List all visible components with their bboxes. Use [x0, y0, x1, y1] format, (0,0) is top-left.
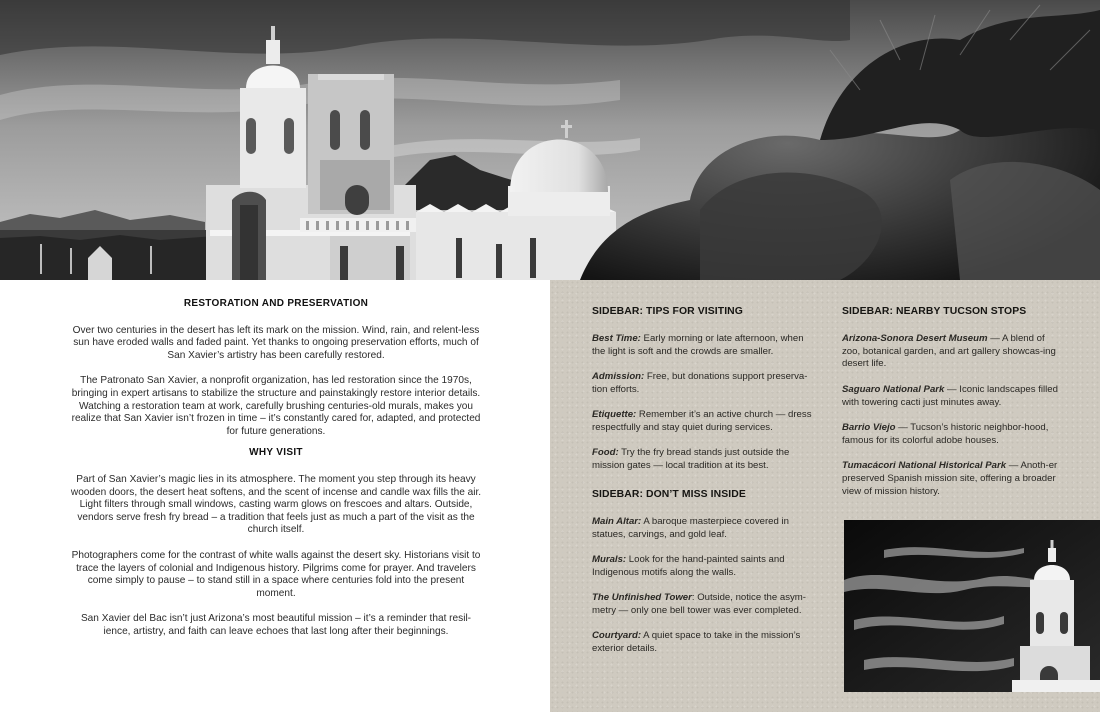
- nearby-desert-museum: [842, 333, 1060, 371]
- sidebar-panel: [550, 280, 1100, 712]
- inside-courtyard: [592, 630, 818, 656]
- why-visit-paragraph-2: Photographers come for the contrast of white walls against the desert sky. Historians visit to trace the layers of colonial and Indigenous history. Pilgrims come for prayer. And travelers come simply to pause – to stand still in a space where centuries fold into the present moment.: [71, 549, 481, 599]
- tip-term: Etiquette:: [592, 409, 637, 421]
- inside-term: Courtyard:: [592, 630, 642, 642]
- tip-admission: [592, 371, 818, 397]
- nearby-term: Tumacácori National Historical Park: [842, 460, 1007, 472]
- tip-term: Food:: [592, 447, 619, 459]
- sidebar-column-left: [592, 306, 818, 669]
- inside-text: Look for the hand-painted saints and Indigenous motifs along the walls.: [592, 553, 785, 578]
- inside-term: Main Altar:: [592, 515, 642, 527]
- section-title-why-visit: WHY VISIT: [249, 447, 303, 459]
- restoration-paragraph-1: Over two centuries in the desert has left its mark on the mission. Wind, rain, and relent-less sun have eroded walls and faded paint. Yet thanks to ongoing preservation efforts, much of San Xavier’s artistry has been carefully restored.: [72, 324, 480, 361]
- tower-photo: [844, 520, 1100, 692]
- nearby-tumacacori: [842, 460, 1060, 498]
- inside-text: A quiet space to take in the mission’s exterior details.: [592, 630, 801, 655]
- nearby-term: Arizona-Sonora Desert Museum: [842, 332, 988, 344]
- nearby-term: Saguaro National Park: [842, 383, 945, 395]
- inside-unfinished-tower: [592, 592, 818, 618]
- tip-text: Free, but donations support preserva-tion efforts.: [592, 370, 808, 395]
- tip-text: Early morning or late afternoon, when the light is soft and the crowds are smaller.: [592, 332, 804, 357]
- nearby-text: — Iconic landscapes filled with towering cacti just minutes away.: [842, 383, 1058, 408]
- sidebar-nearby-title: SIDEBAR: NEARBY TUCSON STOPS: [842, 306, 1027, 317]
- tip-term: Admission:: [592, 370, 645, 382]
- inside-term: The Unfinished Tower: [592, 592, 692, 604]
- sidebar-inside-title: SIDEBAR: DON’T MISS INSIDE: [592, 488, 746, 500]
- sidebar-tips-title: SIDEBAR: TIPS FOR VISITING: [592, 306, 743, 317]
- section-title-restoration: RESTORATION AND PRESERVATION: [183, 298, 369, 309]
- mission-photo-illustration: [0, 0, 1100, 280]
- sidebar-column-right: [842, 306, 1060, 511]
- restoration-paragraph-2: The Patronato San Xavier, a nonprofit organization, has led restoration since the 1970s, bringing in expert artisans to stabilize the structure and painstakingly restore interior details. Watching a restoration team at work, carefully brushing centuries-old murals, makes you realize that San Xavier isn’t frozen in time – it’s constantly cared for, adapted, and protected for future generations.: [71, 375, 481, 437]
- nearby-text: — Tucson’s historic neighbor-hood, famous for its colorful adobe houses.: [842, 421, 1049, 446]
- why-visit-paragraph-3: San Xavier del Bac isn’t just Arizona’s most beautiful mission – it’s a reminder that resil-ience, artistry, and faith can leave echoes that last long after their beginnings.: [80, 613, 472, 637]
- inside-text: : Outside, notice the asym-metry — only one bell tower was ever completed.: [592, 592, 806, 616]
- tip-text: Remember it’s an active church — dress respectfully and stay quiet during services.: [592, 409, 812, 433]
- nearby-term: Barrio Viejo: [842, 421, 896, 433]
- inside-text: A baroque masterpiece covered in statues, carvings, and gold leaf.: [592, 515, 789, 540]
- hero-photo: [0, 0, 1100, 280]
- inside-main-altar: [592, 516, 818, 542]
- nearby-text: — Anoth-er preserved Spanish mission site, offering a broader view of mission history.: [842, 460, 1058, 497]
- tip-food: [592, 447, 818, 473]
- tip-term: Best Time:: [592, 332, 641, 344]
- nearby-barrio-viejo: [842, 422, 1060, 448]
- tip-best-time: [592, 333, 818, 359]
- bell-tower-illustration: [844, 520, 1100, 692]
- article-body: [70, 292, 482, 651]
- tip-etiquette: [592, 409, 818, 435]
- why-visit-paragraph-1: Part of San Xavier’s magic lies in its atmosphere. The moment you step through its heavy wooden doors, the desert heat softens, and the scent of incense and candle wax fills the air. Light filters through small windows, casting warm glows on frescoes and altars. Outside, vendors serve fresh fry bread – a tradition that feels just as much a part of the visit as the church itself.: [70, 473, 482, 536]
- inside-term: Murals:: [592, 553, 627, 565]
- inside-murals: [592, 554, 818, 580]
- tip-text: Try the fry bread stands just outside the mission gates — local tradition at its best.: [592, 447, 790, 472]
- nearby-saguaro: [842, 384, 1060, 410]
- nearby-text: — A blend of zoo, botanical garden, and art gallery showcas-ing desert life.: [842, 332, 1056, 370]
